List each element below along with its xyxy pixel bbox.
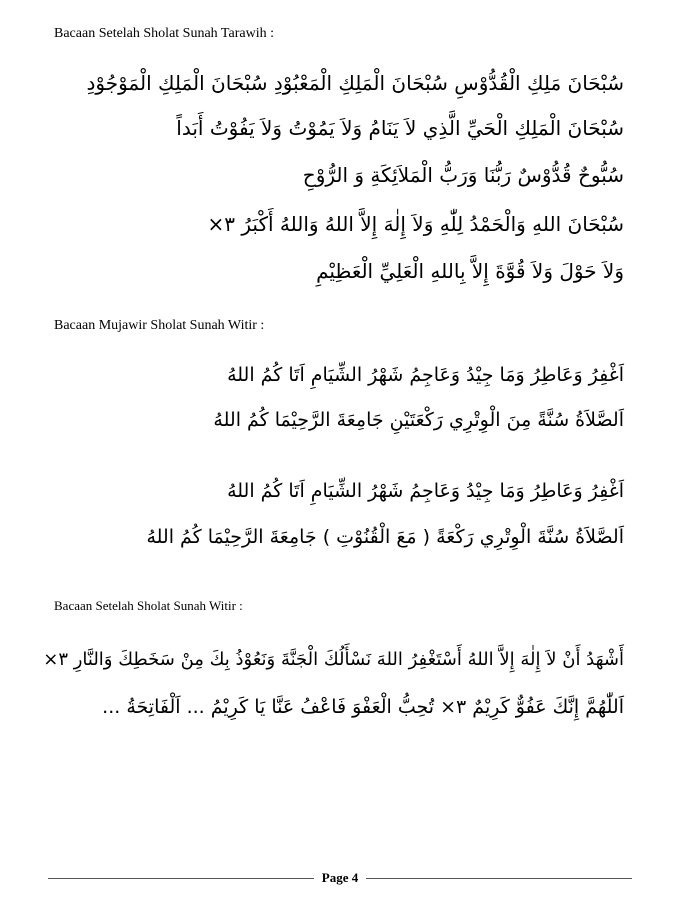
arabic-line: سُبْحَانَ مَلِكِ الْقُدُّوْسِ سُبْحَانَ الْمَلِكِ الْمَعْبُوْدِ سُبْحَانَ الْمَلِكِ الْمَوْجُوْدِ [86,71,624,95]
arabic-line: اَلصَّلاَةُ سُنَّةَ الْوِتْرِي رَكْعَةً ( مَعَ الْقُنُوْتِ ) جَامِعَةَ الرَّحِيْمَا كُمُ اللهُ [146,526,624,548]
arabic-line: سُبُّوحٌ قُدُّوْسٌ رَبُّنَا وَرَبُّ الْمَلاَئِكَةِ وَ الرُّوْحِ [302,163,624,187]
arabic-line: اَللّٰهُمَّ إِنَّكَ عَفُوٌّ كَرِيْمٌ ٣× تُحِبُّ الْعَفْوَ فَاعْفُ عَنَّا يَا كَرِيْمُ ... اَلْفَاتِحَةُ ... [102,696,624,718]
section-heading-tarawih: Bacaan Setelah Sholat Sunah Tarawih : [54,26,274,41]
page-number: Page 4 [321,870,359,885]
arabic-line: سُبْحَانَ اللهِ وَالْحَمْدُ لِلّٰهِ وَلاَ إِلٰهَ إِلاَّ اللهُ وَاللهُ أَكْبَرُ ٣× [207,212,624,236]
arabic-line: أَشْهَدُ أَنْ لاَ إِلٰهَ إِلاَّ اللهُ أَسْتَغْفِرُ اللهَ نَسْأَلُكَ الْجَنَّةَ وَنَعُوْذُ بِكَ مِنْ سَخَطِكَ وَالنَّارِ ٣× [43,649,624,670]
arabic-line: اَغْفِرُ وَعَاطِرُ وَمَا جِيْدُ وَعَاجِمُ شَهْرُ الشِّيَامِ اَتَا كُمُ اللهُ [227,480,624,502]
arabic-line: وَلاَ حَوْلَ وَلاَ قُوَّةَ إِلاَّ بِاللهِ الْعَلِيِّ الْعَظِيْمِ [316,259,624,283]
footer-rule-right [366,878,632,879]
arabic-line: اَغْفِرُ وَعَاطِرُ وَمَا جِيْدُ وَعَاجِمُ شَهْرُ الشِّيَامِ اَتَا كُمُ اللهُ [227,364,624,386]
page-footer [48,868,632,888]
arabic-line: سُبْحَانَ الْمَلِكِ الْحَيِّ الَّذِي لاَ يَنَامُ وَلاَ يَمُوْتُ وَلاَ يَفُوْتُ أَبَداً [176,116,624,140]
section-heading-witir: Bacaan Setelah Sholat Sunah Witir : [54,598,243,613]
arabic-line: اَلصَّلاَةُ سُنَّةً مِنَ الْوِتْرِي رَكْعَتَيْنِ جَامِعَةَ الرَّحِيْمَا كُمُ اللهُ [213,409,624,431]
section-heading-mujawir: Bacaan Mujawir Sholat Sunah Witir : [54,318,265,333]
footer-rule-left [48,878,314,879]
